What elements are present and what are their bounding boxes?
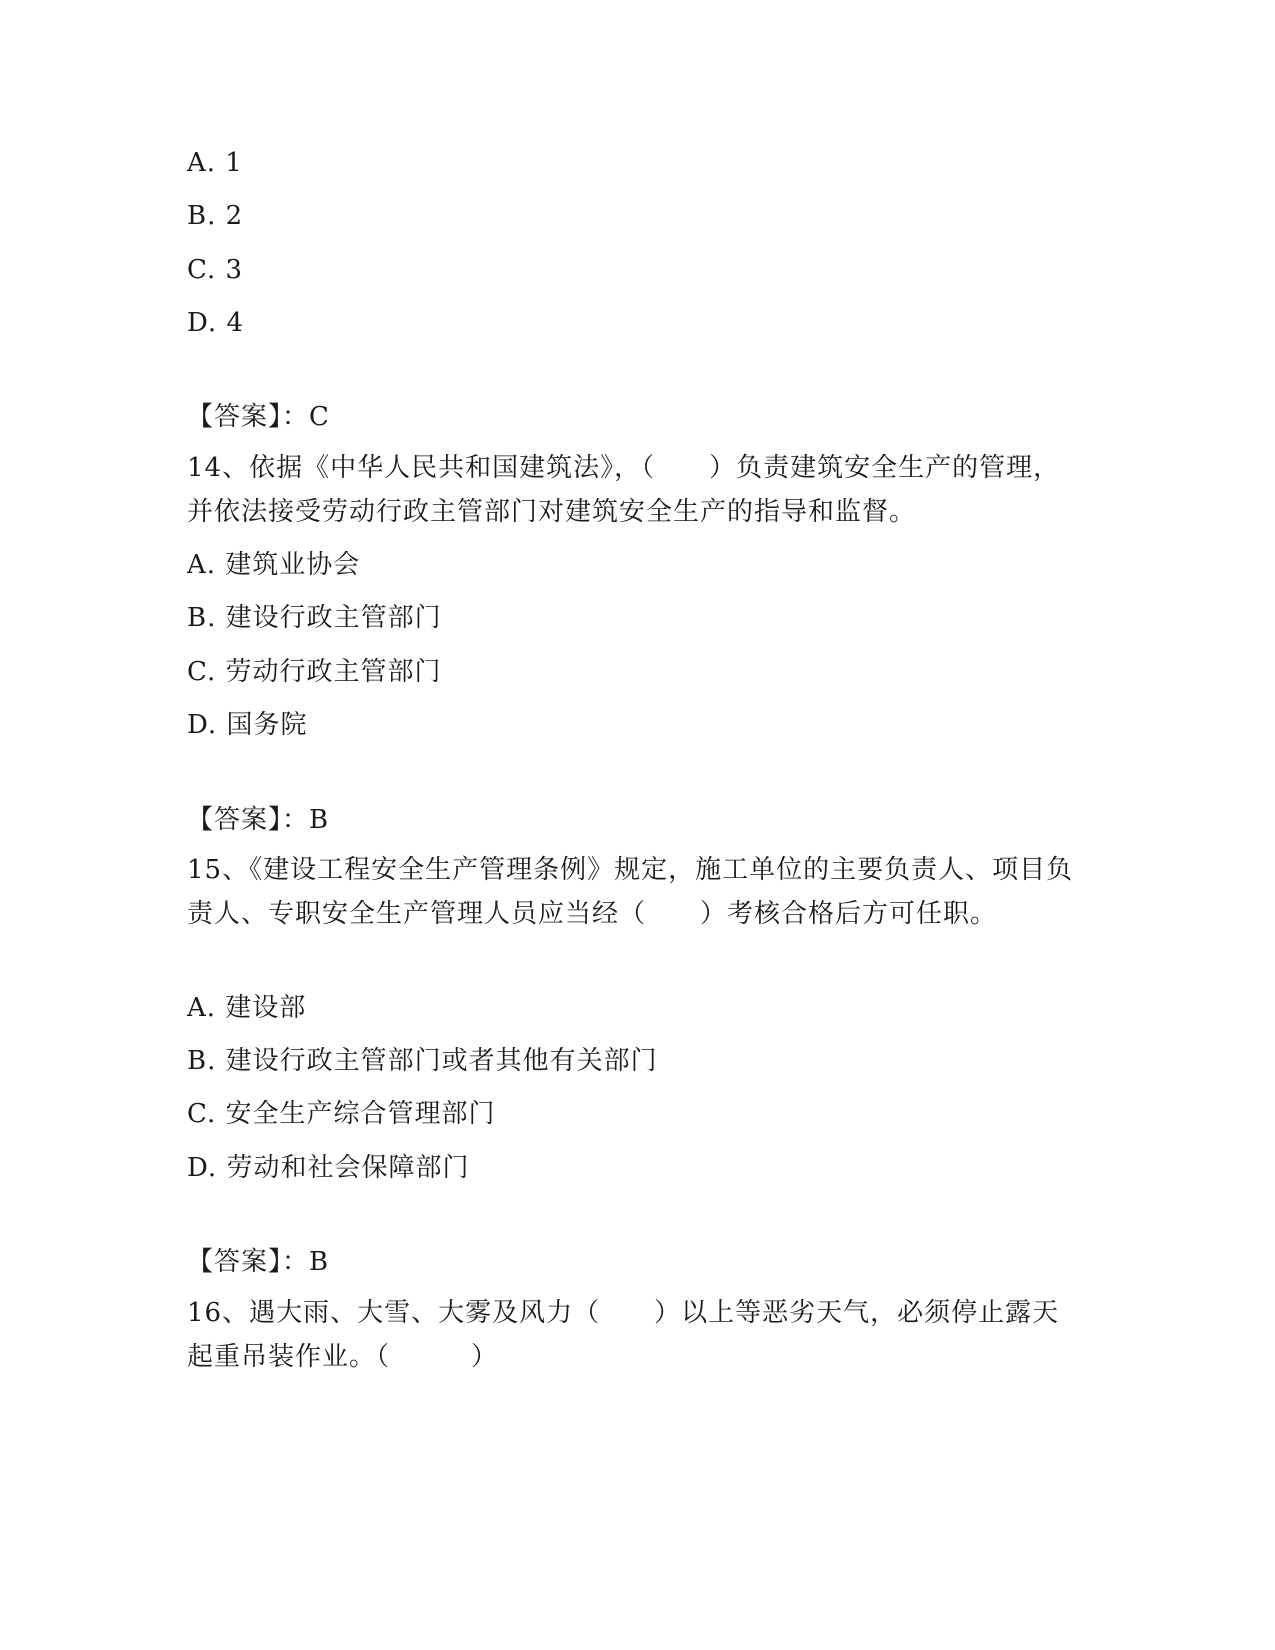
q16-question: 16、遇大雨、大雪、大雾及风力（ ）以上等恶劣天气，必须停止露天起重吊装作业。（ ） — [187, 1298, 1060, 1372]
q15-option-b: B. 建设行政主管部门或者其他有关部门 — [187, 1046, 658, 1076]
q15-option-d: D. 劳动和社会保障部门 — [187, 1153, 470, 1183]
q13-option-b: B. 2 — [187, 201, 244, 231]
q15-option-a: A. 建设部 — [187, 993, 307, 1023]
q14-option-a: A. 建筑业协会 — [187, 550, 361, 580]
q13-option-d: D. 4 — [187, 308, 244, 338]
q13-option-c: C. 3 — [187, 255, 244, 285]
q13-option-a: A. 1 — [187, 148, 243, 178]
q14-option-d: D. 国务院 — [187, 710, 308, 740]
q14-option-b: B. 建设行政主管部门 — [187, 603, 442, 633]
q14-option-c: C. 劳动行政主管部门 — [187, 657, 442, 687]
q15-answer: 【答案】：B — [187, 1247, 330, 1277]
q14-answer: 【答案】：B — [187, 805, 330, 835]
q15-question: 15、《建设工程安全生产管理条例》规定，施工单位的主要负责人、项目负责人、专职安全生产管理人员应当经（ ）考核合格后方可任职。 — [187, 855, 1074, 929]
q14-question: 14、依据《中华人民共和国建筑法》，（ ）负责建筑安全生产的管理，并依法接受劳动行政主管部门对建筑安全生产的指导和监督。 — [187, 453, 1061, 527]
q13-answer: 【答案】：C — [187, 402, 330, 432]
q15-option-c: C. 安全生产综合管理部门 — [187, 1099, 496, 1129]
